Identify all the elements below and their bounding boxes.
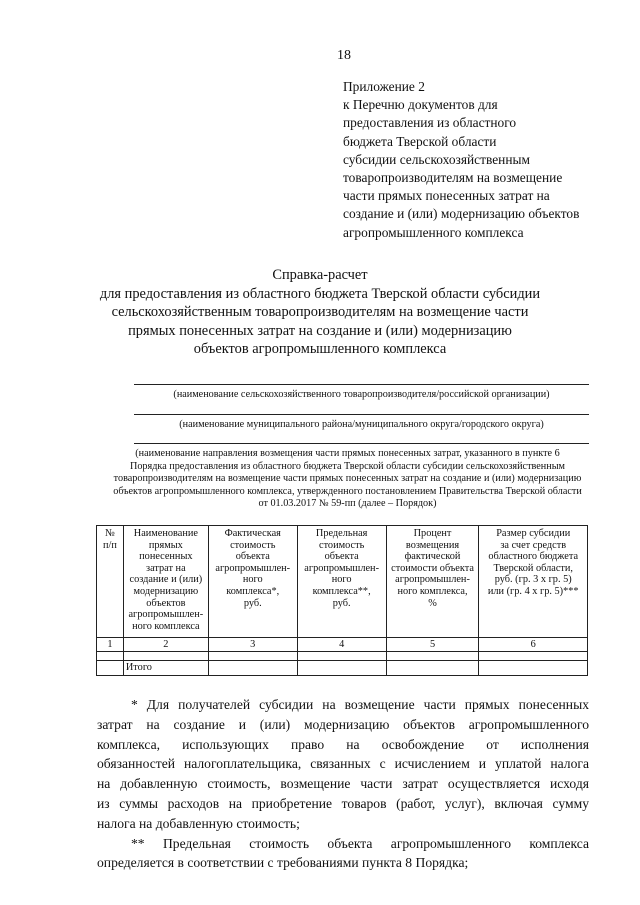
note-line: определяется в соответствии с требованиями пункта 8 Порядка; <box>97 855 469 871</box>
header-cell: Процент возмещения фактической стоимости объекта агропромышлен- ного комплекса, % <box>386 526 479 638</box>
direction-caption-line: от 01.03.2017 № 59-пп (далее – Порядок) <box>258 498 437 509</box>
header-cell: Наименование прямых понесенных затрат на создание и (или) модернизацию объектов агропромышлен- ного комплекса <box>123 526 208 638</box>
district-caption: (наименование муниципального района/муниципального округа/городского округа) <box>179 419 544 430</box>
appendix-line: предоставления из областного <box>343 115 517 131</box>
appendix-line: создание и (или) модернизацию объектов <box>343 206 580 222</box>
header-cell: Фактическая стоимость объекта агропромышлен- ного комплекса*, руб. <box>208 526 297 638</box>
header-cell: Предельная стоимость объекта агропромышлен- ного комплекса**, руб. <box>297 526 386 638</box>
note-line: затрат на создание и (или) модернизацию объектов агропромышленного <box>97 716 589 732</box>
title-line: сельскохозяйственным товаропроизводителям на возмещение части <box>111 304 529 321</box>
title-line: прямых понесенных затрат на создание и (или) модернизацию <box>128 322 512 339</box>
note-line: * Для получателей субсидии на возмещение части прямых понесенных <box>131 697 589 712</box>
table-cell <box>297 661 386 676</box>
appendix-line: субсидии сельскохозяйственным <box>343 151 530 167</box>
total-label: Итого <box>123 661 208 676</box>
direction-caption <box>95 448 600 511</box>
appendix-line: Приложение 2 <box>343 79 425 94</box>
column-number-cell: 6 <box>479 638 588 652</box>
table-cell <box>97 652 124 661</box>
column-number-cell: 4 <box>297 638 386 652</box>
appendix-line: агропромышленного комплекса <box>343 224 524 240</box>
calculation-table <box>96 525 588 676</box>
table-header-row <box>97 526 588 638</box>
appendix-line: части прямых понесенных затрат на <box>343 188 550 204</box>
direction-fill-line <box>134 443 589 444</box>
column-number-cell: 5 <box>386 638 479 652</box>
table-cell <box>208 661 297 676</box>
table-cell <box>97 661 124 676</box>
direction-caption-line: товаропроизводителям на возмещение части прямых понесенных затрат на создание и (или) модернизацию <box>113 473 582 484</box>
appendix-line: бюджета Тверской области <box>343 133 497 149</box>
direction-caption-line: (наименование направления возмещения части прямых понесенных затрат, указанного в пункте 6 <box>135 448 560 459</box>
district-fill-line <box>134 414 589 415</box>
table-cell <box>479 661 588 676</box>
table-cell <box>479 652 588 661</box>
table-cell <box>123 652 208 661</box>
column-number-cell: 3 <box>208 638 297 652</box>
total-row <box>97 661 588 676</box>
note-line: обязанностей налогоплательщика, связанных с исчислением и уплатой налога <box>97 756 589 772</box>
footnotes <box>97 695 589 873</box>
table-cell <box>208 652 297 661</box>
direction-caption-line: Порядка предоставления из областного бюджета Тверской области субсидии сельскохозяйственным <box>129 460 565 472</box>
page-number: 18 <box>337 48 351 63</box>
table-cell <box>386 652 479 661</box>
table-cell <box>386 661 479 676</box>
header-cell: Размер субсидии за счет средств областного бюджета Тверской области, руб. (гр. 3 х гр. 5) или (гр. 4 х гр. 5)*** <box>479 526 588 638</box>
column-number-cell: 2 <box>123 638 208 652</box>
producer-caption: (наименование сельскохозяйственного товаропроизводителя/российской организации) <box>173 389 550 400</box>
title-heading: Справка-расчет <box>272 267 368 283</box>
note-line: на добавленную стоимость, возмещение части затрат осуществляется исходя <box>97 776 589 792</box>
table-cell <box>297 652 386 661</box>
note-line: комплекса, использующих право на освобождение от исполнения <box>97 736 589 752</box>
title-line: объектов агропромышленного комплекса <box>193 341 447 358</box>
appendix-header <box>343 78 633 242</box>
column-number-row <box>97 638 588 652</box>
title-line: для предоставления из областного бюджета Тверской области субсидии <box>99 285 541 302</box>
note-line: налога на добавленную стоимость; <box>97 815 300 831</box>
appendix-line: товаропроизводителям на возмещение <box>343 170 563 186</box>
document-title <box>0 266 640 359</box>
direction-caption-line: объектов агропромышленного комплекса, утвержденного постановлением Правительства Тверской области <box>113 485 582 497</box>
column-number-cell: 1 <box>97 638 124 652</box>
header-cell: № п/п <box>97 526 124 638</box>
producer-fill-line <box>134 384 589 385</box>
note-line: ** Предельная стоимость объекта агропромышленного комплекса <box>131 835 589 851</box>
appendix-line: к Перечню документов для <box>343 97 498 113</box>
note-line: из суммы расходов на приобретение товаров (работ, услуг), включая сумму <box>97 795 589 811</box>
table-empty-row <box>97 652 588 661</box>
